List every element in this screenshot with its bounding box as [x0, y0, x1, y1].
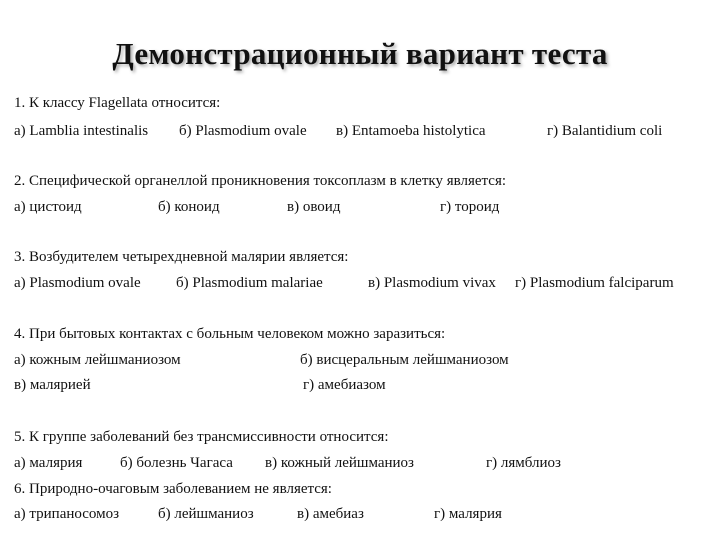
q2-option-b: б) коноид — [158, 199, 220, 215]
q5-option-b: б) болезнь Чагаса — [120, 455, 233, 471]
q3-option-c: в) Plasmodium vivax — [368, 275, 496, 291]
question-1-text: 1. К классу Flagellata относится: — [14, 95, 221, 111]
q6-option-c: в) амебиаз — [297, 506, 364, 522]
q5-option-a: а) малярия — [14, 455, 83, 471]
q2-option-c: в) овоид — [287, 199, 341, 215]
q4-option-b: б) висцеральным лейшманиозом — [300, 352, 509, 368]
q4-option-a: а) кожным лейшманиозом — [14, 352, 181, 368]
q5-option-c: в) кожный лейшманиоз — [265, 455, 414, 471]
q4-option-d: г) амебиазом — [303, 377, 386, 393]
q3-option-a: а) Plasmodium ovale — [14, 275, 141, 291]
question-4-text: 4. При бытовых контактах с больным человеком можно заразиться: — [14, 326, 446, 342]
q4-option-c: в) малярией — [14, 377, 91, 393]
q1-option-c: в) Entamoeba histolytica — [336, 123, 486, 139]
question-3-text: 3. Возбудителем четырехдневной малярии является: — [14, 249, 349, 265]
question-5-text: 5. К группе заболеваний без трансмиссивности относится: — [14, 429, 389, 445]
q3-option-b: б) Plasmodium malariae — [176, 275, 323, 291]
q3-option-d: г) Plasmodium falciparum — [515, 275, 674, 291]
q2-option-a: а) цистоид — [14, 199, 82, 215]
question-2-text: 2. Специфической органеллой проникновения токсоплазм в клетку является: — [14, 173, 507, 189]
q6-option-a: а) трипаносомоз — [14, 506, 120, 522]
q1-option-d: г) Balantidium coli — [547, 123, 663, 139]
q2-option-d: г) тороид — [440, 199, 500, 215]
q1-option-a: а) Lamblia intestinalis — [14, 123, 149, 139]
q6-option-b: б) лейшманиоз — [158, 506, 254, 522]
q6-option-d: г) малярия — [434, 506, 502, 522]
question-6-text: 6. Природно-очаговым заболеванием не является: — [14, 481, 332, 497]
q1-option-b: б) Plasmodium ovale — [179, 123, 307, 139]
q5-option-d: г) лямблиоз — [486, 455, 561, 471]
page-title: Демонстрационный вариант теста — [112, 36, 608, 71]
